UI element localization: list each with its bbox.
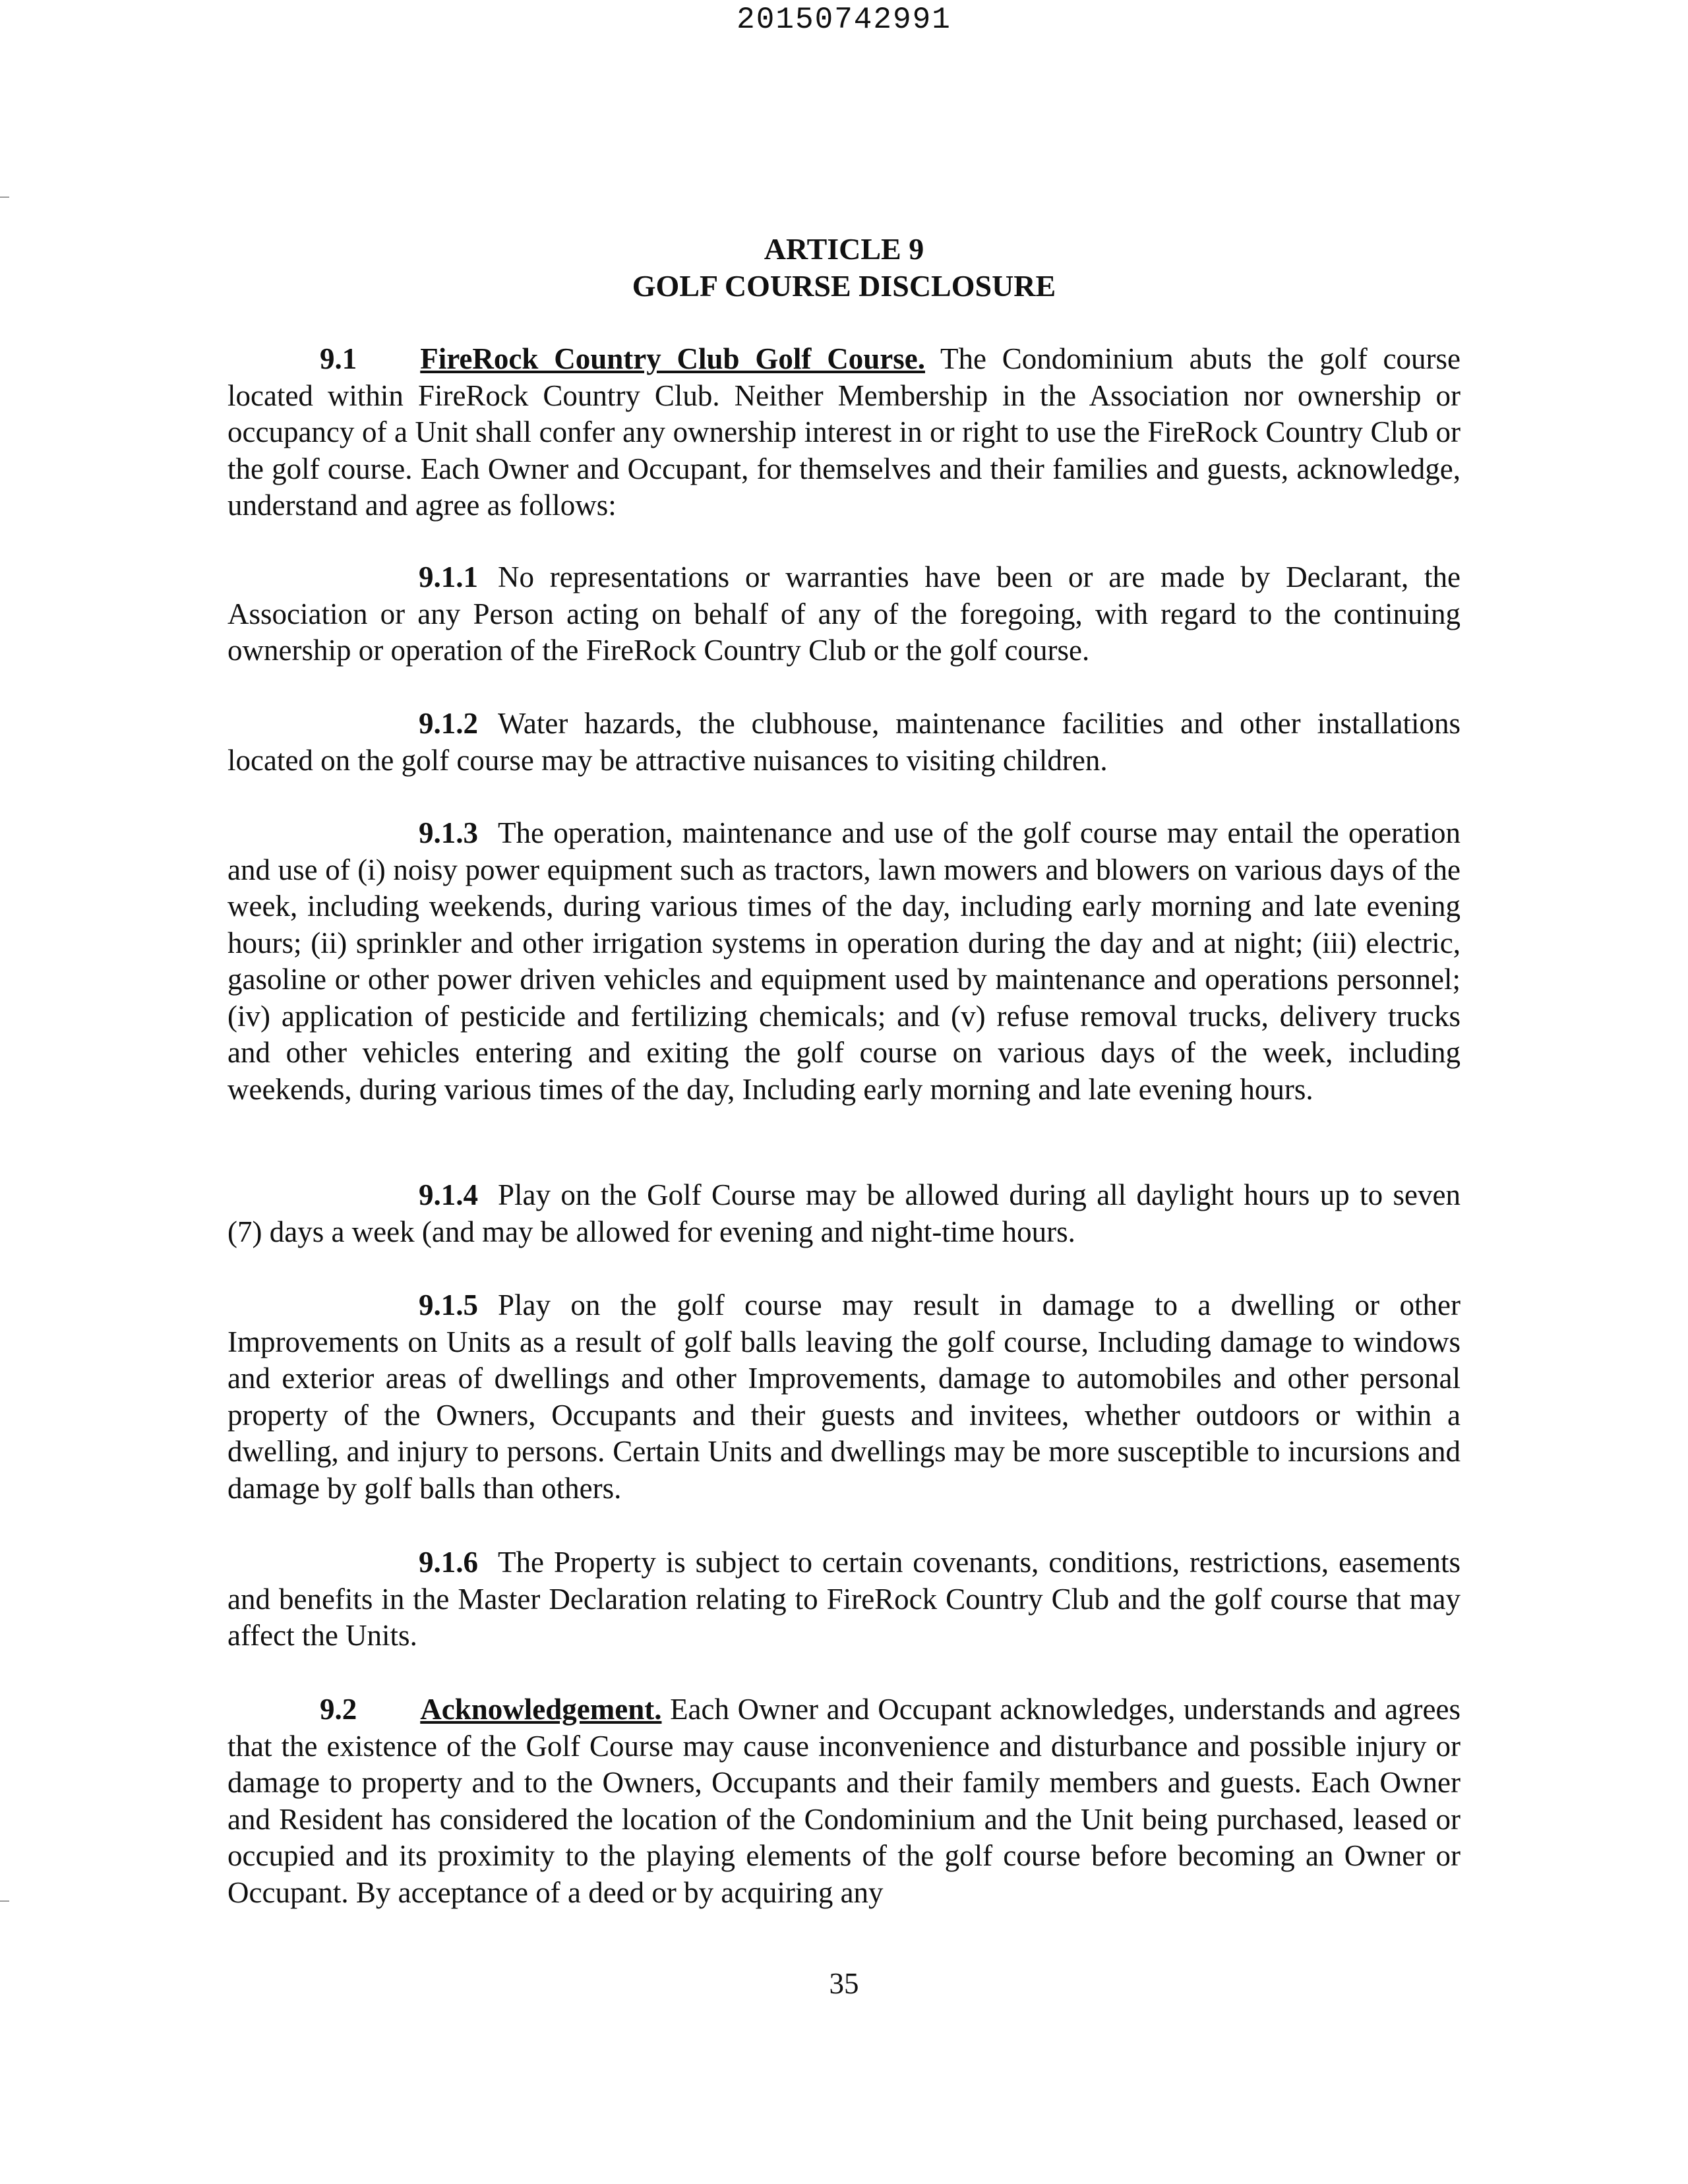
section-text: The Condominium abuts the golf course located within FireRock Country Club. Neither Membership in the Association nor ownership or occupancy of a Unit shall confer any ownership interest in or right to use the FireRock Country Club or the golf course. Each Owner and Occupant, for themselves and their families and guests, acknowledge, understand and agree as follows: — [227, 342, 1461, 522]
subsection-number: 9.1.5 — [419, 1289, 478, 1321]
subsection-text: The Property is subject to certain covenants, conditions, restrictions, easements and benefits in the Master Declaration relating to FireRock Country Club and the golf course that may affect the Units. — [227, 1546, 1461, 1652]
subsection-number: 9.1.1 — [419, 561, 478, 593]
section-9-2 — [227, 1691, 1461, 1911]
article-number-heading: ARTICLE 9 — [764, 232, 924, 266]
subsection-text: Play on the Golf Course may be allowed during all daylight hours up to seven (7) days a week (and may be allowed for evening and night-time hours. — [227, 1178, 1461, 1248]
subsection-9-1-4 — [227, 1177, 1461, 1250]
section-title: FireRock Country Club Golf Course. — [420, 342, 925, 375]
subsection-number: 9.1.3 — [419, 816, 478, 849]
subsection-number: 9.1.4 — [419, 1178, 478, 1211]
recording-number: 20150742991 — [737, 3, 951, 37]
subsection-9-1-2 — [227, 706, 1461, 779]
subsection-9-1-5 — [227, 1287, 1461, 1507]
subsection-number: 9.1.6 — [419, 1546, 478, 1579]
section-number: 9.1 — [320, 342, 357, 375]
subsection-9-1-3 — [227, 815, 1461, 1108]
scan-edge-mark — [0, 197, 9, 198]
subsection-text: Play on the golf course may result in damage to a dwelling or other Improvements on Units as a result of golf balls leaving the golf course, Including damage to windows and exterior areas of dwellings and other Improvements, damage to automobiles and other personal property of the Owners, Occupants and their guests and invitees, whether outdoors or within a dwelling, and injury to persons. Certain Units and dwellings may be more susceptible to incursions and damage by golf balls than others. — [227, 1289, 1461, 1505]
section-9-1 — [227, 341, 1461, 524]
subsection-9-1-1 — [227, 559, 1461, 669]
scan-edge-mark — [0, 1900, 9, 1902]
section-number: 9.2 — [320, 1693, 357, 1726]
subsection-text: No representations or warranties have been or are made by Declarant, the Association or any Person acting on behalf of any of the foregoing, with regard to the continuing ownership or operation of the FireRock Country Club or the golf course. — [227, 561, 1461, 667]
subsection-number: 9.1.2 — [419, 707, 478, 740]
section-text: Each Owner and Occupant acknowledges, understands and agrees that the existence of the Golf Course may cause inconvenience and disturbance and possible injury or damage to property and to the Owners, Occupants and their family members and guests. Each Owner and Resident has considered the location of the Condominium and the Unit being purchased, leased or occupied and its proximity to the playing elements of the golf course before becoming an Owner or Occupant. By acceptance of a deed or by acquiring any — [227, 1693, 1461, 1909]
subsection-9-1-6 — [227, 1544, 1461, 1654]
page-number: 35 — [829, 1967, 859, 2000]
subsection-text: Water hazards, the clubhouse, maintenance facilities and other installations located on the golf course may be attractive nuisances to visiting children. — [227, 707, 1461, 777]
article-title-heading: GOLF COURSE DISCLOSURE — [632, 269, 1056, 303]
section-title: Acknowledgement. — [420, 1693, 662, 1726]
subsection-text: The operation, maintenance and use of the golf course may entail the operation and use of (i) noisy power equipment such as tractors, lawn mowers and blowers on various days of the week, including weekends, during various times of the day, including early morning and late evening hours; (ii) sprinkler and other irrigation systems in operation during the day and at night; (iii) electric, gasoline or other power driven vehicles and equipment used by maintenance and operations personnel; (iv) application of pesticide and fertilizing chemicals; and (v) refuse removal trucks, delivery trucks and other vehicles entering and exiting the golf course on various days of the week, including weekends, during various times of the day, Including early morning and late evening hours. — [227, 816, 1461, 1106]
